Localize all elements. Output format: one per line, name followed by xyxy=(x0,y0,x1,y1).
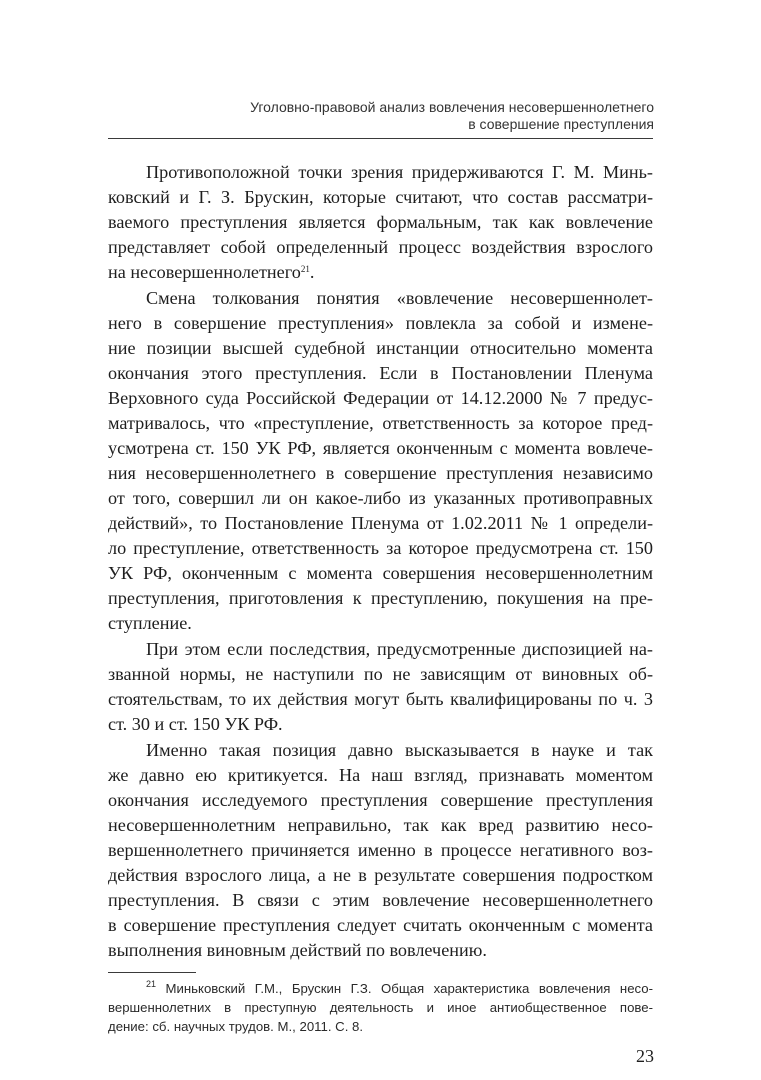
footnote-line: дение: сб. научных трудов. М., 2011. С. 8. xyxy=(108,1019,364,1034)
footnote-reference: 21 xyxy=(300,264,310,274)
running-header-line-1: Уголовно-правовой анализ вовлечения несовершеннолетнего xyxy=(250,99,654,115)
text-line: ния несовершеннолетнего в совершение преступления независимо xyxy=(108,463,653,483)
text-line: же давно ею критикуется. На наш взгляд, признавать моментом xyxy=(108,765,653,785)
text-line: званной нормы, не наступили по не зависящим от виновных об- xyxy=(108,664,653,684)
text-line: выполнения виновным действий по вовлечению. xyxy=(108,940,487,960)
text-line: действий», то Постановление Пленума от 1.02.2011 № 1 определи- xyxy=(108,513,653,533)
text-line: представляет собой определенный процесс воздействия взрослого xyxy=(108,237,653,257)
text-line: Именно такая позиция давно высказывается в науке и так xyxy=(146,740,653,760)
text-line: ние позиции высшей судебной инстанции относительно момента xyxy=(108,338,653,358)
text-line: ст. 30 и ст. 150 УК РФ. xyxy=(108,714,283,734)
text-line: преступления, приготовления к преступлению, покушения на пре- xyxy=(108,588,653,608)
footnote-number: 21 xyxy=(146,979,157,989)
text-fragment: на несовершеннолетнего xyxy=(108,262,301,282)
footnote-rule xyxy=(108,972,196,973)
text-line: преступления. В связи с этим вовлечение несовершеннолетнего xyxy=(108,890,653,910)
text-line: усмотрена ст. 150 УК РФ, является оконченным с момента вовлече- xyxy=(108,438,653,458)
text-line: от того, совершил ли он какое-либо из указанных противоправных xyxy=(108,488,653,508)
header-rule xyxy=(108,138,653,139)
text-line: ступление. xyxy=(108,613,192,633)
running-header-line-2: в совершение преступления xyxy=(468,116,654,132)
text-line: стоятельствам, то их действия могут быть квалифицированы по ч. 3 xyxy=(108,689,653,709)
page-number: 23 xyxy=(636,1046,654,1066)
text-line: матривалось, что «преступление, ответственность за которое пред- xyxy=(108,413,653,433)
text-line: вершеннолетнего причиняется именно в процессе негативного воз- xyxy=(108,840,653,860)
text-line: ваемого преступления является формальным, так как вовлечение xyxy=(108,212,653,232)
footnote-text: Миньковский Г.М., Брускин Г.З. Общая характеристика вовлечения несо- xyxy=(156,981,653,996)
text-line: Противоположной точки зрения придерживаются Г. М. Минь- xyxy=(146,162,653,182)
text-line: окончания исследуемого преступления совершение преступления xyxy=(108,790,653,810)
text-line: УК РФ, оконченным с момента совершения несовершеннолетним xyxy=(108,563,653,583)
text-line: Верховного суда Российской Федерации от 14.12.2000 № 7 предус- xyxy=(108,388,653,408)
footnote-line xyxy=(146,980,653,998)
text-line: несовершеннолетним неправильно, так как вред развитию несо- xyxy=(108,815,653,835)
text-line: действия взрослого лица, а не в результате совершения подростком xyxy=(108,865,653,885)
footnote-line: вершеннолетних в преступную деятельность и иное антиобщественное пове- xyxy=(108,1000,653,1015)
text-line: в совершение преступления следует считать оконченным с момента xyxy=(108,915,653,935)
text-fragment: . xyxy=(309,262,315,282)
text-line: При этом если последствия, предусмотренные диспозицией на- xyxy=(146,639,653,659)
text-line: окончания этого преступления. Если в Постановлении Пленума xyxy=(108,363,653,383)
text-line: ковский и Г. З. Брускин, которые считают, что состав рассматри- xyxy=(108,187,653,207)
text-line-with-footnote xyxy=(108,260,653,284)
text-line: него в совершение преступления» повлекла за собой и измене- xyxy=(108,313,653,333)
text-line: ло преступление, ответственность за которое предусмотрена ст. 150 xyxy=(108,538,653,558)
text-line: Смена толкования понятия «вовлечение несовершеннолет- xyxy=(146,288,653,308)
